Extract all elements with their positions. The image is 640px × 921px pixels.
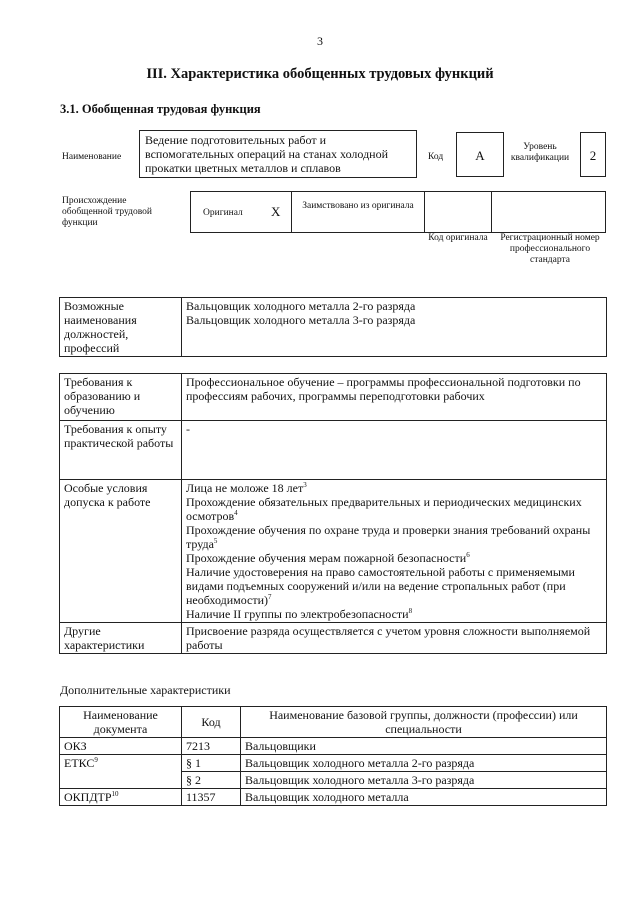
- additional-table: [59, 706, 607, 806]
- header-code: Код: [182, 707, 241, 738]
- subsection-title: 3.1. Обобщенная трудовая функция: [60, 102, 261, 116]
- req-value: [182, 623, 607, 654]
- section-title: III. Характеристика обобщенных трудовых функций: [146, 66, 494, 82]
- req-value: [182, 480, 607, 623]
- table-row: [60, 755, 607, 772]
- job-titles-values: [182, 298, 607, 357]
- table-header: [60, 707, 607, 738]
- req-line: Прохождение обучения мерам пожарной безопасности$^6$: [186, 551, 470, 565]
- name-value: Ведение подготовительных работ и вспомогательных операций на станах холодной прокатки цветных металлов и сплавов: [139, 130, 417, 178]
- req-label: Требования к опыту практической работы: [60, 421, 182, 480]
- code-value: А: [456, 132, 504, 177]
- origin-label: Происхождение обобщенной трудовой функции: [62, 196, 152, 228]
- borrowed-label: Заимствовано из оригинала: [291, 191, 425, 233]
- row-doc: ОКЗ: [60, 738, 182, 755]
- header-name: Наименование базовой группы, должности (профессии) или специальности: [241, 707, 607, 738]
- row-code: § 1: [182, 755, 241, 772]
- job-titles-label: Возможные наименования должностей, профессий: [60, 298, 182, 357]
- row-name: Вальцовщики: [241, 738, 607, 755]
- row-doc: ЕТКС$^9$: [60, 755, 182, 789]
- page-number: 3: [317, 34, 323, 48]
- row-name: Вальцовщик холодного металла 2-го разряда: [241, 755, 607, 772]
- original-mark: X: [271, 204, 281, 219]
- row-code: 7213: [182, 738, 241, 755]
- code-original-label: Код оригинала: [428, 233, 488, 243]
- req-label: Другие характеристики: [60, 623, 182, 654]
- job-title: Вальцовщик холодного металла 3-го разряда: [186, 313, 416, 327]
- name-label: Наименование: [62, 152, 122, 162]
- row-name: Вальцовщик холодного металла: [241, 789, 607, 806]
- header-doc: Наименование документа: [60, 707, 182, 738]
- row-code: 11357: [182, 789, 241, 806]
- table-row: [60, 738, 607, 755]
- code-label: Код: [428, 152, 444, 162]
- req-line: Лица не моложе 18 лет$^3$: [186, 481, 307, 495]
- req-label: Особые условия допуска к работе: [60, 480, 182, 623]
- row-name: Вальцовщик холодного металла 3-го разряда: [241, 772, 607, 789]
- req-value: [182, 421, 607, 480]
- req-line: Присвоение разряда осуществляется с учетом уровня сложности выполняемой работы: [186, 624, 591, 652]
- reg-number-label: Регистрационный номер профессионального стандарта: [500, 233, 600, 265]
- table-row: [60, 374, 607, 421]
- requirements-table: [59, 373, 607, 654]
- original-cell: [190, 191, 292, 233]
- req-line: Наличие II группы по электробезопасности$^8$: [186, 607, 413, 621]
- original-label: Оригинал: [203, 208, 243, 218]
- table-row: [60, 421, 607, 480]
- level-value: 2: [580, 132, 606, 177]
- req-line: Прохождение обучения по охране труда и проверки знания требований охраны труда$^5$: [186, 523, 591, 551]
- code-original-cell: [424, 191, 492, 233]
- req-line: Прохождение обязательных предварительных и периодических медицинских осмотров$^4$: [186, 495, 582, 523]
- row-code: § 2: [182, 772, 241, 789]
- table-row: [60, 789, 607, 806]
- table-row: [60, 623, 607, 654]
- req-line: Профессиональное обучение – программы профессиональной подготовки по профессиям рабочих, программы переподготовки рабочих: [186, 375, 581, 403]
- req-label: Требования к образованию и обучению: [60, 374, 182, 421]
- req-line: Наличие удостоверения на право самостоятельной работы с применяемыми видами подъемных сооружений и/или на ведение стропальных работ (при необходимости)$^7$: [186, 565, 575, 607]
- additional-title: Дополнительные характеристики: [60, 683, 231, 697]
- job-title: Вальцовщик холодного металла 2-го разряда: [186, 299, 416, 313]
- req-value: [182, 374, 607, 421]
- req-line: -: [186, 422, 190, 436]
- row-doc: ОКПДТР$^{10}$: [60, 789, 182, 806]
- reg-number-cell: [491, 191, 606, 233]
- table-row: [60, 480, 607, 623]
- job-titles-table: [59, 297, 607, 357]
- level-label: Уровень квалификации: [510, 142, 570, 163]
